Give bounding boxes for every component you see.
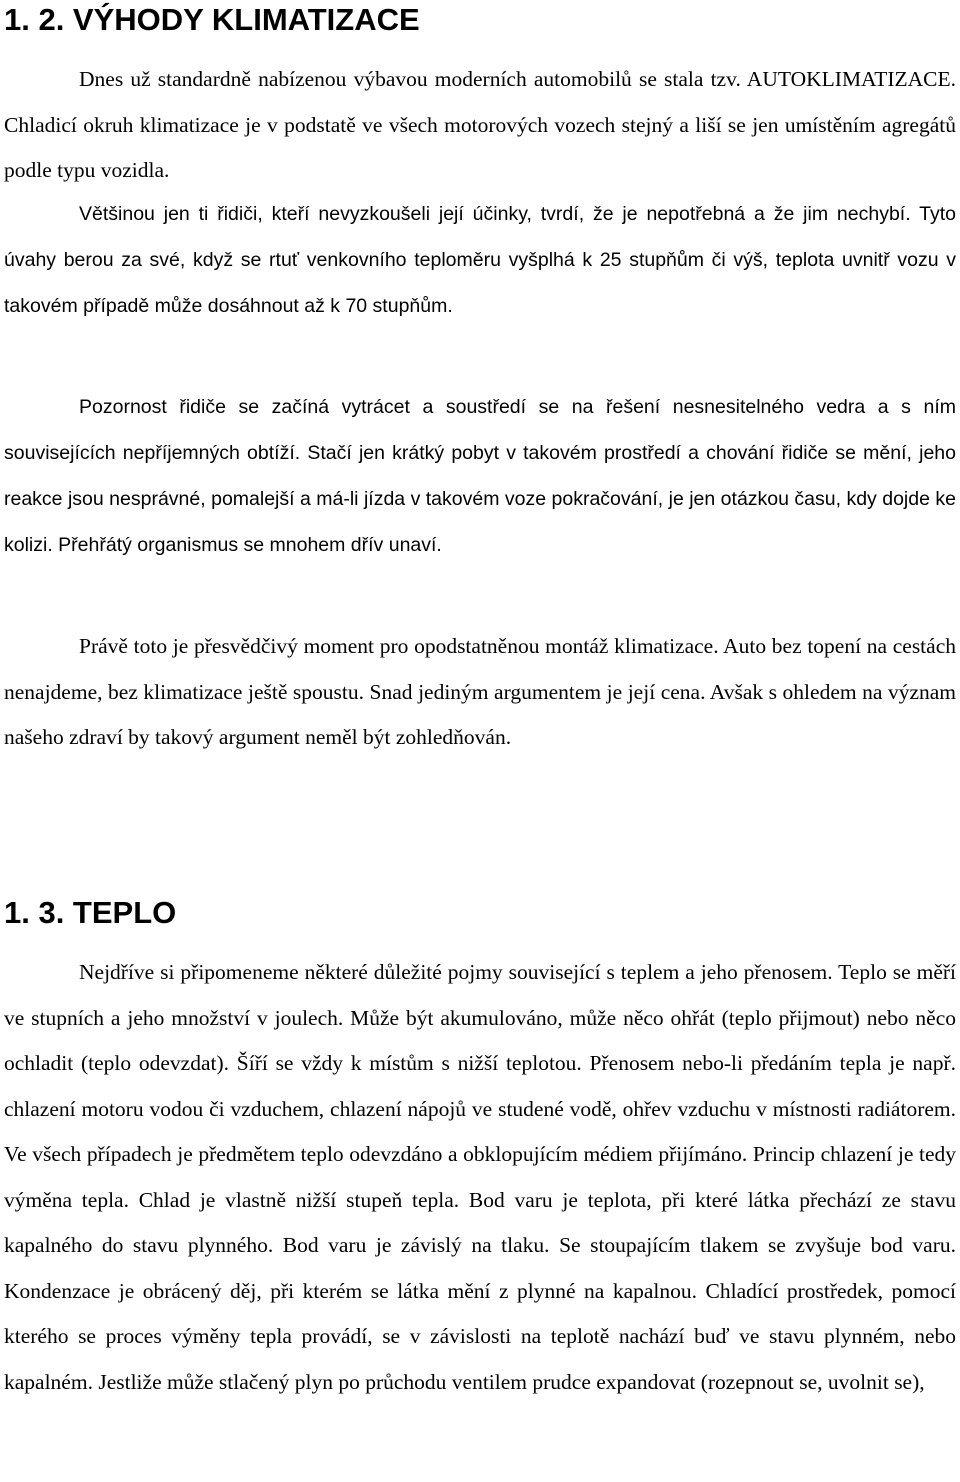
paragraph-pozornost-ridice: Pozornost řidiče se začíná vytrácet a soustředí se na řešení nesnesitelného vedra a s ním souvisejících nepříjemných obtíží. Stačí jen krátký pobyt v takovém prostředí a chování řidiče se mění, jeho reakce jsou nesprávné, pomalejší a má-li jízda v takovém voze pokračování, je jen otázkou času, kdy dojde ke kolizi. Přehřátý organismus se mnohem dřív unaví.: [4, 396, 956, 556]
paragraph-ridici-nechybi: Většinou jen ti řidiči, kteří nevyzkoušeli její účinky, tvrdí, že je nepotřebná a že jim nechybí. Tyto úvahy berou za své, když se rtuť venkovního teploměru vyšplhá k 25 stupňům či výš, teplota uvnitř vozu v takovém případě může dosáhnout až k 70 stupňům.: [4, 203, 956, 317]
paragraph-montaz-klimatizace: Právě toto je přesvědčivý moment pro opodstatněnou montáž klimatizace. Auto bez topení na cestách nenajdeme, bez klimatizace ještě spoustu. Snad jediným argumentem je její cena. Avšak s ohledem na význam našeho zdraví by takový argument neměl být zohledňován.: [4, 634, 956, 749]
section-heading-teplo: 1. 3. TEPLO: [4, 895, 177, 930]
section-heading-vyhody-klimatizace: 1. 2. VÝHODY KLIMATIZACE: [4, 2, 420, 37]
paragraph-autoklimatizace: Dnes už standardně nabízenou výbavou moderních automobilů se stala tzv. AUTOKLIMATIZACE. Chladicí okruh klimatizace je v podstatě ve všech motorových vozech stejný a liší se jen umístěním agregátů podle typu vozidla.: [4, 67, 956, 182]
paragraph-teplo-pojmy: Nejdříve si připomeneme některé důležité pojmy související s teplem a jeho přenosem. Teplo se měří ve stupních a jeho množství v joulech. Může být akumulováno, může něco ohřát (teplo přijmout) nebo něco ochladit (teplo odevzdat). Šíří se vždy k místům s nižší teplotou. Přenosem nebo-li předáním tepla je např. chlazení motoru vodou či vzduchem, chlazení nápojů ve studené vodě, ohřev vzduchu v místnosti radiátorem. Ve všech případech je předmětem teplo odevzdáno a obklopujícím médiem přijímáno. Princip chlazení je tedy výměna tepla. Chlad je vlastně nižší stupeň tepla. Bod varu je teplota, při které látka přechází ze stavu kapalného do stavu plynného. Bod varu je závislý na tlaku. Se stoupajícím tlakem se zvyšuje bod varu. Kondenzace je obrácený děj, při kterém se látka mění z plynné na kapalnou. Chladící prostředek, pomocí kterého se proces výměny tepla provádí, se v závislosti na teplotě nachází buď ve stavu plynném, nebo kapalném. Jestliže může stlačený plyn po průchodu ventilem prudce expandovat (rozepnout se, uvolnit se),: [4, 960, 956, 1394]
